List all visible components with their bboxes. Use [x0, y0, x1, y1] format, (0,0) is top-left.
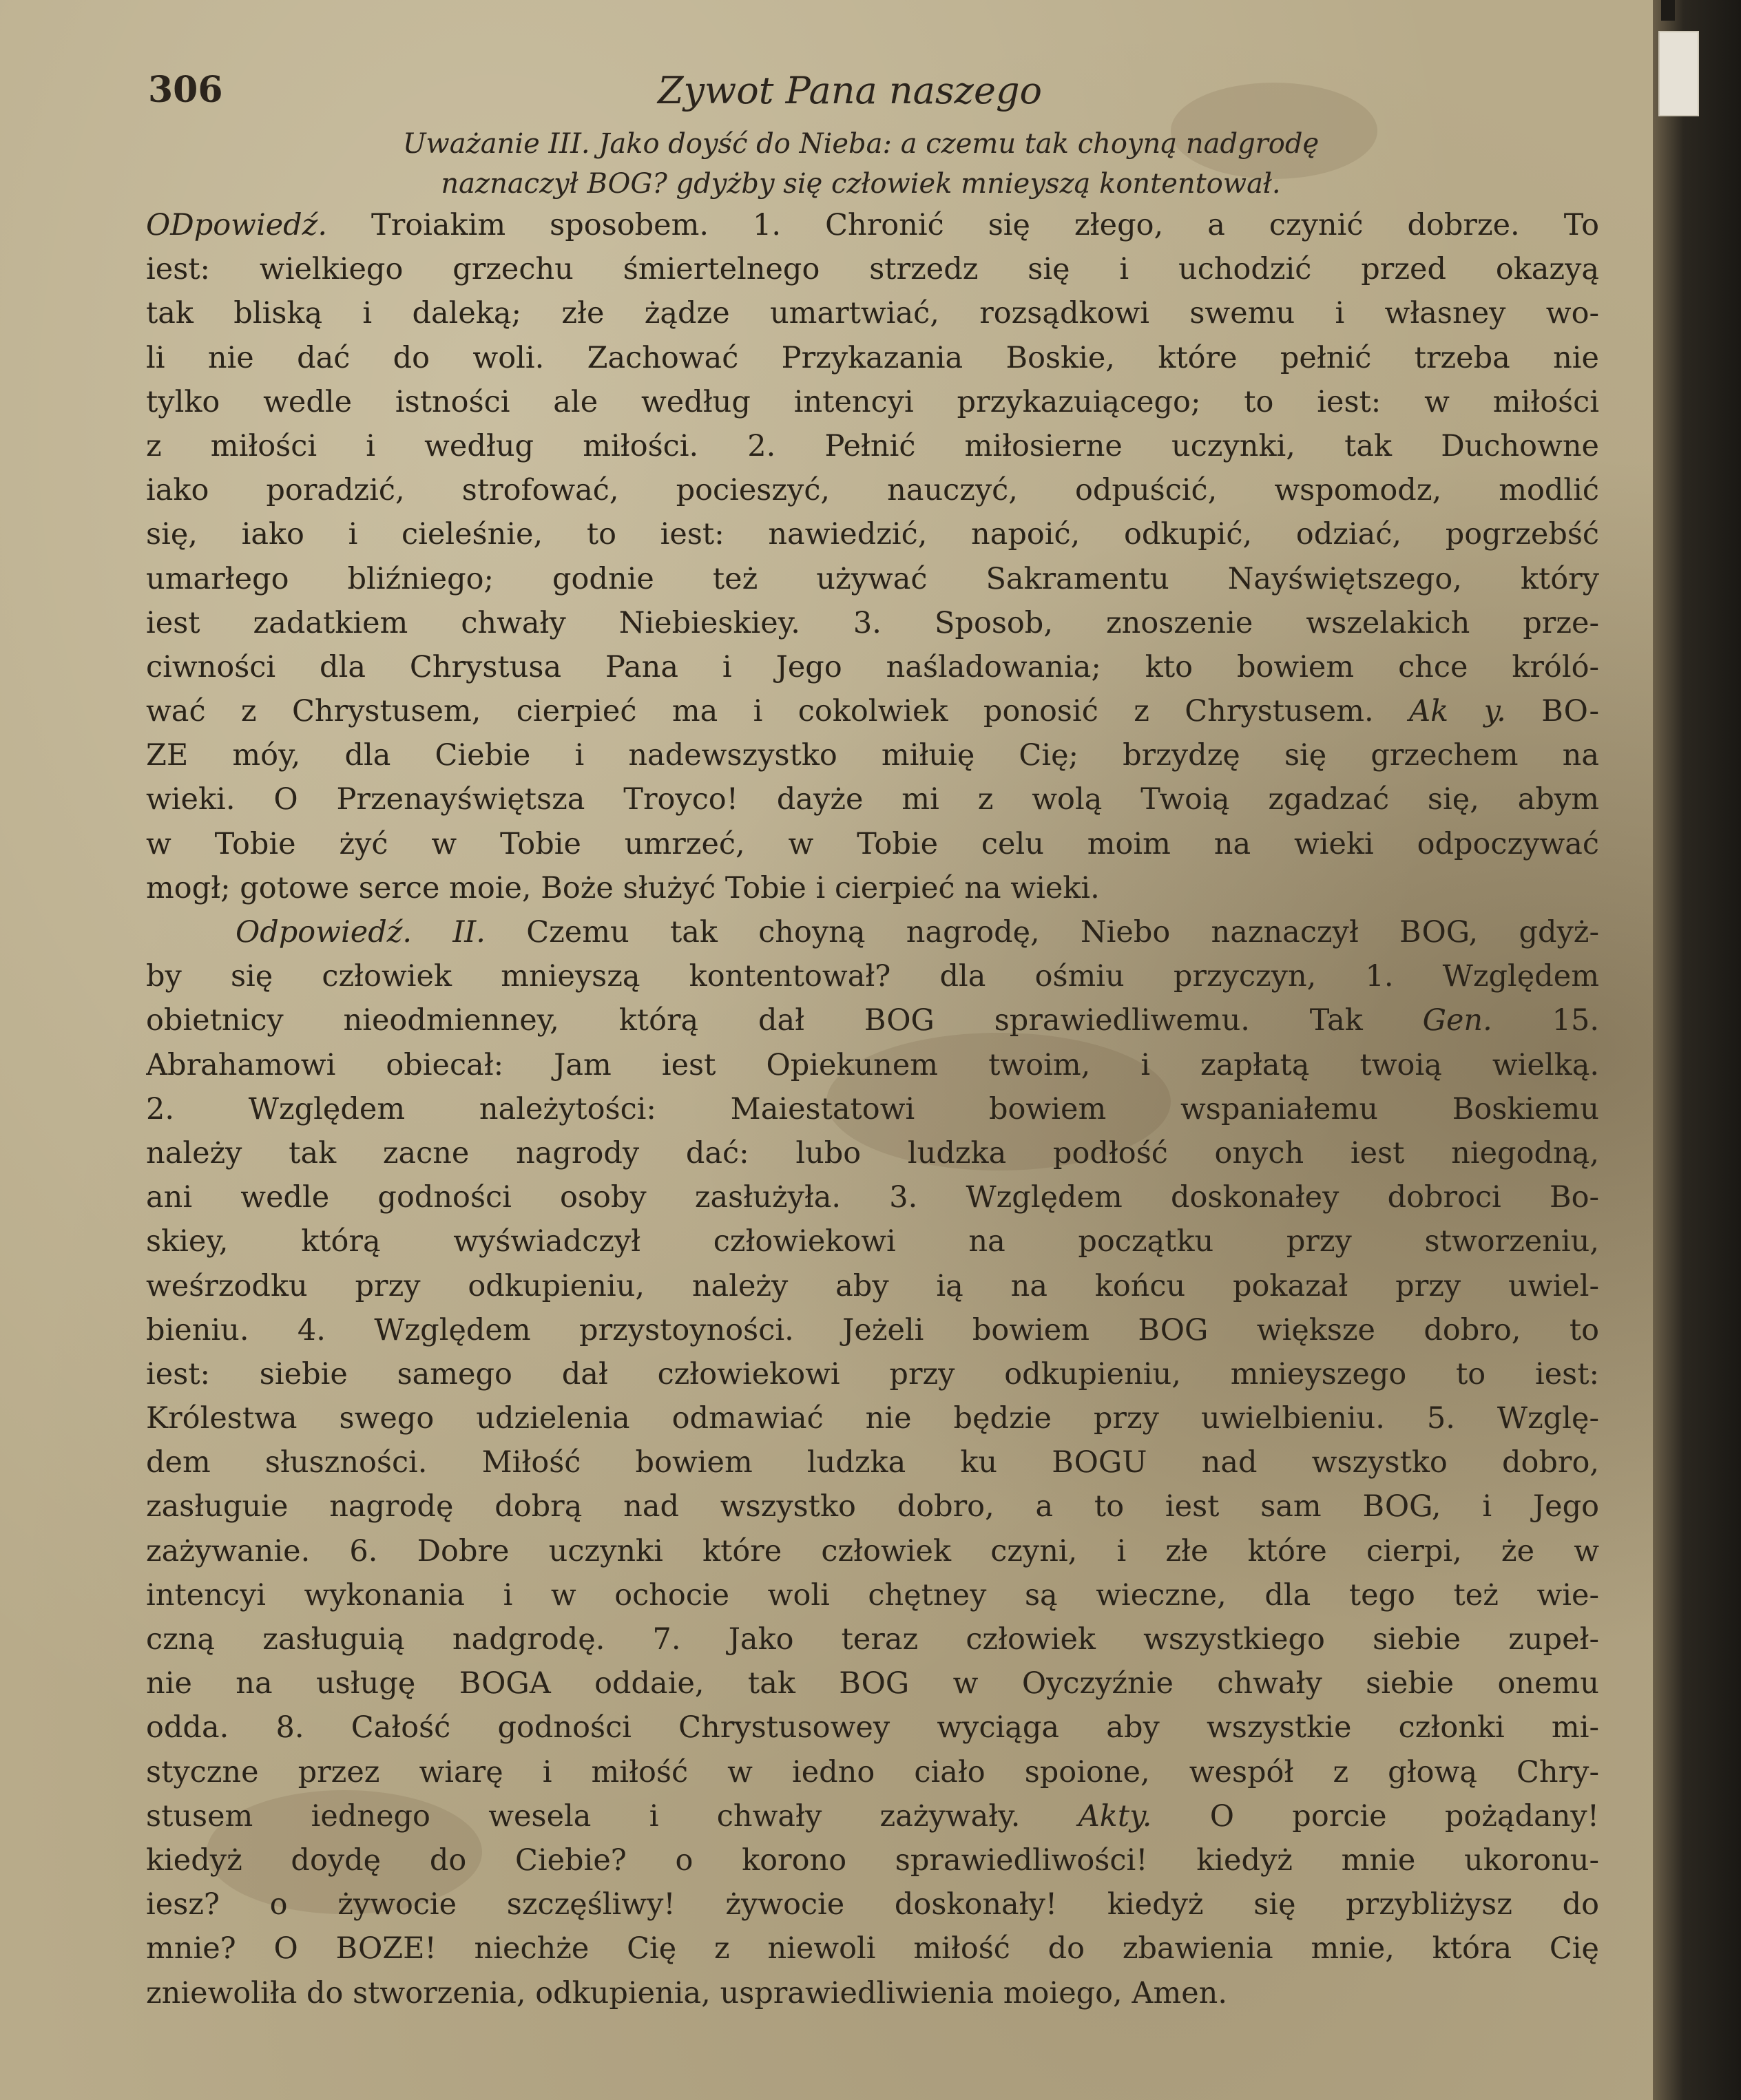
binding-edge — [1661, 0, 1675, 21]
text-line — [146, 1352, 1599, 1396]
text-line — [146, 822, 1599, 866]
line-text: Troiakim sposobem. 1. Chronić się złego, a czynić dobrze. To — [327, 208, 1599, 242]
text-line — [146, 866, 1599, 910]
text-line — [146, 689, 1599, 733]
line-text: iest: siebie samego dał człowiekowi przy odkupieniu, mnieyszego to iest: — [146, 1356, 1599, 1392]
text-line — [146, 1794, 1599, 1838]
line-text: Królestwa swego udzielenia odmawiać nie będzie przy uwielbieniu. 5. Wzglę- — [146, 1401, 1599, 1436]
text-line — [146, 954, 1599, 998]
line-text: zniewoliła do stworzenia, odkupienia, usprawiedliwienia moiego, Amen. — [146, 1975, 1228, 2010]
text-line — [146, 1882, 1599, 1926]
line-text: nie na usługę BOGA oddaie, tak BOG w Oyczyźnie chwały siebie onemu — [146, 1666, 1599, 1701]
line-text: w Tobie żyć w Tobie umrzeć, w Tobie celu moim na wieki odpoczywać — [146, 826, 1599, 861]
text-line — [146, 1087, 1599, 1131]
line-text: stusem iednego wesela i chwały zażywały. — [146, 1798, 1021, 1834]
answer-lead: Odpowiedź. II. — [236, 915, 486, 949]
text-line — [146, 1131, 1599, 1175]
line-text: 2. Względem należytości: Maiestatowi bowiem wspaniałemu Boskiemu — [146, 1091, 1599, 1126]
line-text: wać z Chrystusem, cierpieć ma i cokolwiek ponosić z Chrystusem. — [146, 694, 1374, 729]
text-line — [146, 512, 1599, 556]
text-line — [146, 424, 1599, 468]
text-line — [146, 336, 1599, 380]
line-text: należy tak zacne nagrody dać: lubo ludzka podłość onych iest niegodną, — [146, 1135, 1599, 1170]
line-text: tylko wedle istności ale według intencyi przykazuiącego; to iest: w miłości — [146, 384, 1599, 419]
line-text: li nie dać do woli. Zachować Przykazania Boskie, które pełnić trzeba nie — [146, 340, 1599, 375]
line-text: by się człowiek mnieyszą kontentował? dla ośmiu przyczyn, 1. Względem — [146, 959, 1599, 994]
page-header — [148, 69, 1594, 124]
text-line — [146, 1264, 1599, 1308]
text-line — [146, 1838, 1599, 1882]
section-heading-line: naznaczył BOG? gdyżby się człowiek mnieyszą kontentował. — [441, 168, 1281, 200]
line-text: odda. 8. Całość godności Chrystusowey wyciąga aby wszystkie członki mi- — [146, 1710, 1599, 1745]
answer-lead: ODpowiedź. — [146, 208, 327, 242]
text-line — [146, 1440, 1599, 1484]
text-line — [146, 1484, 1599, 1529]
line-text: wieki. O Przenayświętsza Troyco! dayże mi z wolą Twoią zgadzać się, abym — [146, 782, 1599, 817]
book-binding — [1653, 0, 1741, 2100]
page-marker-tab — [1658, 31, 1699, 116]
text-line — [146, 910, 1599, 954]
line-text: intencyi wykonania i w ochocie woli chętney są wieczne, dla tego też wie- — [146, 1577, 1599, 1613]
text-line — [146, 645, 1599, 689]
line-text: obietnicy nieodmienney, którą dał BOG sprawiedliwemu. Tak — [146, 1003, 1363, 1038]
line-text: kiedyż doydę do Ciebie? o korono sprawiedliwości! kiedyż mnie ukoronu- — [146, 1842, 1599, 1878]
line-text: się, iako i cieleśnie, to iest: nawiedzić, napoić, odkupić, odziać, pogrzebść — [146, 517, 1599, 552]
line-text: Czemu tak choyną nagrodę, Niebo naznaczył BOG, gdyż- — [485, 915, 1599, 949]
body-text — [146, 203, 1599, 2015]
text-line — [146, 291, 1599, 335]
line-text: zasługuie nagrodę dobrą nad wszystko dobro, a to iest sam BOG, i Jego — [146, 1489, 1599, 1524]
text-line — [146, 777, 1599, 821]
section-heading — [138, 124, 1584, 204]
line-text: iako poradzić, strofować, pocieszyć, nauczyć, odpuścić, wspomodz, modlić — [146, 473, 1599, 508]
line-text: Abrahamowi obiecał: Jam iest Opiekunem twoim, i zapłatą twoią wielką. — [146, 1047, 1599, 1082]
text-line — [146, 1926, 1599, 1971]
text-line — [146, 1219, 1599, 1263]
line-text: skiey, którą wyświadczył człowiekowi na początku przy stworzeniu, — [146, 1224, 1599, 1259]
text-line — [146, 1661, 1599, 1705]
line-text: weśrzodku przy odkupieniu, należy aby ią na końcu pokazał przy uwiel- — [146, 1268, 1599, 1303]
text-line — [146, 1043, 1599, 1087]
text-line — [146, 203, 1599, 247]
text-line — [146, 1617, 1599, 1661]
running-head: Zywot Pana naszego — [658, 69, 1043, 112]
text-line — [146, 733, 1599, 777]
line-tail: 15. — [1492, 1003, 1599, 1038]
text-line — [146, 998, 1599, 1042]
page-number: 306 — [148, 69, 223, 111]
line-tail: O porcie pożądany! — [1151, 1798, 1599, 1834]
line-text: iesz? o żywocie szczęśliwy! żywocie doskonały! kiedyż się przybliżysz do — [146, 1887, 1599, 1922]
line-text: iest: wielkiego grzechu śmiertelnego strzedz się i uchodzić przed okazyą — [146, 252, 1599, 287]
italic-reference: Akty. — [1020, 1798, 1152, 1834]
text-line — [146, 468, 1599, 512]
line-tail: BO- — [1505, 694, 1599, 729]
italic-reference: Gen. — [1362, 1003, 1492, 1038]
line-text: ani wedle godności osoby zasłużyła. 3. Względem doskonałey dobroci Bo- — [146, 1180, 1599, 1215]
italic-reference: Ak y. — [1373, 694, 1506, 729]
text-line — [146, 1750, 1599, 1794]
line-text: mnie? O BOZE! niechże Cię z niewoli miłość do zbawienia mnie, która Cię — [146, 1931, 1599, 1966]
text-line — [146, 601, 1599, 645]
line-text: tak bliską i daleką; złe żądze umartwiać, rozsądkowi swemu i własney wo- — [146, 296, 1599, 331]
text-line — [146, 1396, 1599, 1440]
line-text: dem słuszności. Miłość bowiem ludzka ku BOGU nad wszystko dobro, — [146, 1445, 1599, 1480]
text-line — [146, 1573, 1599, 1617]
line-text: czną zasługuią nadgrodę. 7. Jako teraz człowiek wszystkiego siebie zupeł- — [146, 1622, 1599, 1657]
text-line — [146, 1175, 1599, 1219]
line-text: umarłego bliźniego; godnie też używać Sakramentu Nayświętszego, który — [146, 561, 1599, 596]
text-line — [146, 1308, 1599, 1352]
line-text: styczne przez wiarę i miłość w iedno ciało spoione, wespół z głową Chry- — [146, 1754, 1599, 1789]
line-text: zażywanie. 6. Dobre uczynki które człowiek czyni, i złe które cierpi, że w — [146, 1533, 1599, 1568]
text-line — [146, 1529, 1599, 1573]
line-text: z miłości i według miłości. 2. Pełnić miłosierne uczynki, tak Duchowne — [146, 428, 1599, 463]
line-text: bieniu. 4. Względem przystoyności. Jeżeli bowiem BOG większe dobro, to — [146, 1312, 1599, 1347]
text-line — [146, 247, 1599, 291]
text-line — [146, 1971, 1599, 2015]
line-text: mogł; gotowe serce moie, Boże służyć Tobie i cierpieć na wieki. — [146, 870, 1100, 905]
text-line — [146, 1705, 1599, 1750]
line-text: iest zadatkiem chwały Niebieskiey. 3. Sposob, znoszenie wszelakich prze- — [146, 605, 1599, 640]
text-line — [146, 557, 1599, 601]
text-line — [146, 380, 1599, 424]
line-text: ZE móy, dla Ciebie i nadewszystko miłuię Cię; brzydzę się grzechem na — [146, 738, 1599, 773]
line-text: ciwności dla Chrystusa Pana i Jego naśladowania; kto bowiem chce króló- — [146, 649, 1599, 684]
section-heading-line: Uważanie III. Jako doyść do Nieba: a czemu tak choyną nadgrodę — [402, 128, 1320, 160]
